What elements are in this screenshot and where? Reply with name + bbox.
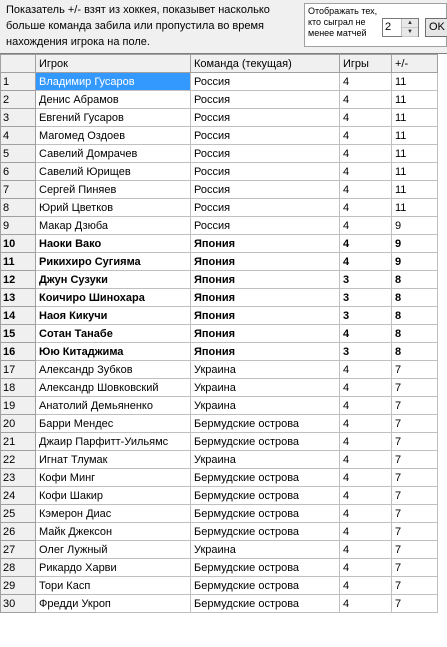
row-number[interactable]: 23: [1, 469, 36, 487]
plus-minus-cell[interactable]: 7: [392, 559, 438, 577]
team-cell[interactable]: Бермудские острова: [191, 559, 340, 577]
row-number[interactable]: 30: [1, 595, 36, 613]
plus-minus-cell[interactable]: 7: [392, 469, 438, 487]
games-cell[interactable]: 4: [340, 487, 392, 505]
player-cell[interactable]: Майк Джексон: [36, 523, 191, 541]
player-cell[interactable]: Савелий Домрачев: [36, 145, 191, 163]
row-number[interactable]: 2: [1, 91, 36, 109]
plus-minus-cell[interactable]: 7: [392, 361, 438, 379]
plus-minus-cell[interactable]: 11: [392, 199, 438, 217]
team-cell[interactable]: Украина: [191, 361, 340, 379]
plus-minus-cell[interactable]: 8: [392, 307, 438, 325]
player-cell[interactable]: Сотан Танабе: [36, 325, 191, 343]
row-number[interactable]: 9: [1, 217, 36, 235]
table-row[interactable]: [1, 595, 438, 613]
team-cell[interactable]: Украина: [191, 397, 340, 415]
games-cell[interactable]: 4: [340, 559, 392, 577]
player-cell[interactable]: Джаир Парфитт-Уильямс: [36, 433, 191, 451]
table-row[interactable]: [1, 325, 438, 343]
column-header-games[interactable]: Игры: [340, 55, 392, 73]
player-cell[interactable]: Коичиро Шинохара: [36, 289, 191, 307]
table-row[interactable]: [1, 145, 438, 163]
team-cell[interactable]: Япония: [191, 253, 340, 271]
games-cell[interactable]: 4: [340, 235, 392, 253]
player-cell[interactable]: Тори Касп: [36, 577, 191, 595]
spinner-buttons: [401, 19, 418, 36]
team-cell[interactable]: Украина: [191, 541, 340, 559]
games-cell[interactable]: 4: [340, 253, 392, 271]
table-row[interactable]: [1, 469, 438, 487]
table-row[interactable]: [1, 217, 438, 235]
team-cell[interactable]: Бермудские острова: [191, 595, 340, 613]
filter-panel: [304, 3, 447, 47]
row-number[interactable]: 18: [1, 379, 36, 397]
games-cell[interactable]: 3: [340, 271, 392, 289]
team-cell[interactable]: Бермудские острова: [191, 415, 340, 433]
plus-minus-cell[interactable]: 8: [392, 271, 438, 289]
games-cell[interactable]: 3: [340, 289, 392, 307]
player-cell[interactable]: Игнат Тлумак: [36, 451, 191, 469]
row-number[interactable]: 14: [1, 307, 36, 325]
plus-minus-cell[interactable]: 7: [392, 379, 438, 397]
games-cell[interactable]: 4: [340, 469, 392, 487]
team-cell[interactable]: Япония: [191, 325, 340, 343]
plus-minus-cell[interactable]: 7: [392, 487, 438, 505]
player-cell[interactable]: Юю Китаджима: [36, 343, 191, 361]
row-number[interactable]: 6: [1, 163, 36, 181]
filter-label: Отображать тех, кто сыграл не менее матчей: [308, 6, 378, 38]
table-row[interactable]: [1, 577, 438, 595]
plus-minus-cell[interactable]: 7: [392, 523, 438, 541]
plus-minus-cell[interactable]: 11: [392, 145, 438, 163]
team-cell[interactable]: Россия: [191, 127, 340, 145]
column-header-plus-minus[interactable]: +/-: [392, 55, 438, 73]
player-cell[interactable]: Барри Мендес: [36, 415, 191, 433]
plus-minus-cell[interactable]: 7: [392, 541, 438, 559]
team-cell[interactable]: Украина: [191, 379, 340, 397]
plus-minus-cell[interactable]: 9: [392, 235, 438, 253]
player-cell[interactable]: Александр Зубков: [36, 361, 191, 379]
plus-minus-cell[interactable]: 7: [392, 577, 438, 595]
row-number[interactable]: 3: [1, 109, 36, 127]
spinner-down-icon[interactable]: ▼: [402, 28, 418, 37]
plus-minus-cell[interactable]: 7: [392, 505, 438, 523]
table-row[interactable]: [1, 343, 438, 361]
min-games-value[interactable]: 2: [385, 21, 392, 33]
player-cell[interactable]: Олег Лужный: [36, 541, 191, 559]
games-cell[interactable]: 4: [340, 181, 392, 199]
team-cell[interactable]: Бермудские острова: [191, 487, 340, 505]
plus-minus-cell[interactable]: 7: [392, 595, 438, 613]
column-header-team[interactable]: Команда (текущая): [191, 55, 340, 73]
table-row[interactable]: [1, 397, 438, 415]
player-cell[interactable]: Наоки Вако: [36, 235, 191, 253]
team-cell[interactable]: Украина: [191, 451, 340, 469]
player-cell[interactable]: Кэмерон Диас: [36, 505, 191, 523]
table-row[interactable]: [1, 163, 438, 181]
table-row[interactable]: [1, 415, 438, 433]
table-row[interactable]: [1, 433, 438, 451]
team-cell[interactable]: Бермудские острова: [191, 577, 340, 595]
plus-minus-cell[interactable]: 8: [392, 343, 438, 361]
players-grid[interactable]: [0, 53, 447, 647]
table-header-row: [1, 55, 438, 73]
games-cell[interactable]: 4: [340, 199, 392, 217]
column-header-number[interactable]: [1, 55, 36, 73]
games-cell[interactable]: 4: [340, 451, 392, 469]
plus-minus-cell[interactable]: 11: [392, 181, 438, 199]
info-text: Показатель +/- взят из хоккея, показывет насколько больше команда забила или пропустила во время нахождения игрока на поле.: [6, 4, 270, 48]
team-cell[interactable]: Бермудские острова: [191, 469, 340, 487]
row-number[interactable]: 17: [1, 361, 36, 379]
row-number[interactable]: 22: [1, 451, 36, 469]
games-cell[interactable]: 4: [340, 127, 392, 145]
games-cell[interactable]: 3: [340, 343, 392, 361]
table-row[interactable]: [1, 109, 438, 127]
table-row[interactable]: [1, 199, 438, 217]
games-cell[interactable]: 4: [340, 145, 392, 163]
row-number[interactable]: 11: [1, 253, 36, 271]
games-cell[interactable]: 4: [340, 415, 392, 433]
row-number[interactable]: 28: [1, 559, 36, 577]
team-cell[interactable]: Япония: [191, 235, 340, 253]
games-cell[interactable]: 4: [340, 595, 392, 613]
table-row[interactable]: [1, 235, 438, 253]
row-number[interactable]: 12: [1, 271, 36, 289]
table-row[interactable]: [1, 289, 438, 307]
row-number[interactable]: 15: [1, 325, 36, 343]
team-cell[interactable]: Россия: [191, 91, 340, 109]
team-cell[interactable]: Россия: [191, 199, 340, 217]
player-cell[interactable]: Сергей Пиняев: [36, 181, 191, 199]
plus-minus-cell[interactable]: 9: [392, 253, 438, 271]
row-number[interactable]: 4: [1, 127, 36, 145]
player-cell[interactable]: Наоя Кикучи: [36, 307, 191, 325]
player-cell[interactable]: Евгений Гусаров: [36, 109, 191, 127]
plus-minus-cell[interactable]: 7: [392, 415, 438, 433]
row-number[interactable]: 27: [1, 541, 36, 559]
table-row[interactable]: [1, 181, 438, 199]
player-cell[interactable]: Рикардо Харви: [36, 559, 191, 577]
team-cell[interactable]: Бермудские острова: [191, 433, 340, 451]
row-number[interactable]: 13: [1, 289, 36, 307]
games-cell[interactable]: 4: [340, 163, 392, 181]
player-cell[interactable]: Фредди Укроп: [36, 595, 191, 613]
row-number[interactable]: 7: [1, 181, 36, 199]
row-number[interactable]: 24: [1, 487, 36, 505]
player-cell[interactable]: Савелий Юрищев: [36, 163, 191, 181]
games-cell[interactable]: 4: [340, 505, 392, 523]
team-cell[interactable]: Россия: [191, 73, 340, 91]
row-number[interactable]: 1: [1, 73, 36, 91]
table-row[interactable]: [1, 559, 438, 577]
games-cell[interactable]: 4: [340, 361, 392, 379]
players-table: [0, 54, 438, 613]
column-header-player[interactable]: Игрок: [36, 55, 191, 73]
plus-minus-cell[interactable]: 8: [392, 289, 438, 307]
table-row[interactable]: [1, 505, 438, 523]
row-number[interactable]: 10: [1, 235, 36, 253]
team-cell[interactable]: Бермудские острова: [191, 505, 340, 523]
row-number[interactable]: 21: [1, 433, 36, 451]
games-cell[interactable]: 4: [340, 91, 392, 109]
player-cell[interactable]: Юрий Цветков: [36, 199, 191, 217]
table-row[interactable]: [1, 379, 438, 397]
row-number[interactable]: 5: [1, 145, 36, 163]
table-row[interactable]: [1, 73, 438, 91]
games-cell[interactable]: 4: [340, 325, 392, 343]
plus-minus-cell[interactable]: 7: [392, 451, 438, 469]
player-cell[interactable]: Владимир Гусаров: [36, 73, 191, 91]
player-cell[interactable]: Анатолий Демьяненко: [36, 397, 191, 415]
team-cell[interactable]: Япония: [191, 343, 340, 361]
player-cell[interactable]: Кофи Минг: [36, 469, 191, 487]
team-cell[interactable]: Япония: [191, 307, 340, 325]
team-cell[interactable]: Россия: [191, 163, 340, 181]
table-row[interactable]: [1, 91, 438, 109]
row-number[interactable]: 26: [1, 523, 36, 541]
games-cell[interactable]: 3: [340, 307, 392, 325]
player-cell[interactable]: Денис Абрамов: [36, 91, 191, 109]
plus-minus-cell[interactable]: 11: [392, 91, 438, 109]
plus-minus-cell[interactable]: 11: [392, 109, 438, 127]
games-cell[interactable]: 4: [340, 577, 392, 595]
player-cell[interactable]: Александр Шовковский: [36, 379, 191, 397]
table-row[interactable]: [1, 487, 438, 505]
team-cell[interactable]: Япония: [191, 289, 340, 307]
plus-minus-cell[interactable]: 7: [392, 397, 438, 415]
min-games-spinner[interactable]: [382, 18, 419, 37]
ok-button[interactable]: OK: [425, 18, 447, 37]
plus-minus-cell[interactable]: 11: [392, 127, 438, 145]
games-cell[interactable]: 4: [340, 433, 392, 451]
player-cell[interactable]: Джун Сузуки: [36, 271, 191, 289]
table-row[interactable]: [1, 361, 438, 379]
player-cell[interactable]: Кофи Шакир: [36, 487, 191, 505]
row-number[interactable]: 20: [1, 415, 36, 433]
team-cell[interactable]: Япония: [191, 271, 340, 289]
games-cell[interactable]: 4: [340, 217, 392, 235]
row-number[interactable]: 8: [1, 199, 36, 217]
player-cell[interactable]: Макар Дзюба: [36, 217, 191, 235]
row-number[interactable]: 16: [1, 343, 36, 361]
team-cell[interactable]: Бермудские острова: [191, 523, 340, 541]
plus-minus-cell[interactable]: 11: [392, 163, 438, 181]
table-row[interactable]: [1, 523, 438, 541]
games-cell[interactable]: 4: [340, 73, 392, 91]
team-cell[interactable]: Россия: [191, 145, 340, 163]
team-cell[interactable]: Россия: [191, 181, 340, 199]
spinner-up-icon[interactable]: ▲: [402, 19, 418, 28]
player-cell[interactable]: Магомед Оздоев: [36, 127, 191, 145]
table-row[interactable]: [1, 253, 438, 271]
games-cell[interactable]: 4: [340, 109, 392, 127]
table-row[interactable]: [1, 307, 438, 325]
table-row[interactable]: [1, 127, 438, 145]
plus-minus-cell[interactable]: 9: [392, 217, 438, 235]
row-number[interactable]: 19: [1, 397, 36, 415]
row-number[interactable]: 25: [1, 505, 36, 523]
table-row[interactable]: [1, 541, 438, 559]
games-cell[interactable]: 4: [340, 397, 392, 415]
team-cell[interactable]: Россия: [191, 217, 340, 235]
plus-minus-cell[interactable]: 11: [392, 73, 438, 91]
player-cell[interactable]: Рикихиро Сугияма: [36, 253, 191, 271]
table-row[interactable]: [1, 451, 438, 469]
team-cell[interactable]: Россия: [191, 109, 340, 127]
plus-minus-cell[interactable]: 8: [392, 325, 438, 343]
games-cell[interactable]: 4: [340, 523, 392, 541]
games-cell[interactable]: 4: [340, 541, 392, 559]
table-row[interactable]: [1, 271, 438, 289]
row-number[interactable]: 29: [1, 577, 36, 595]
plus-minus-cell[interactable]: 7: [392, 433, 438, 451]
games-cell[interactable]: 4: [340, 379, 392, 397]
